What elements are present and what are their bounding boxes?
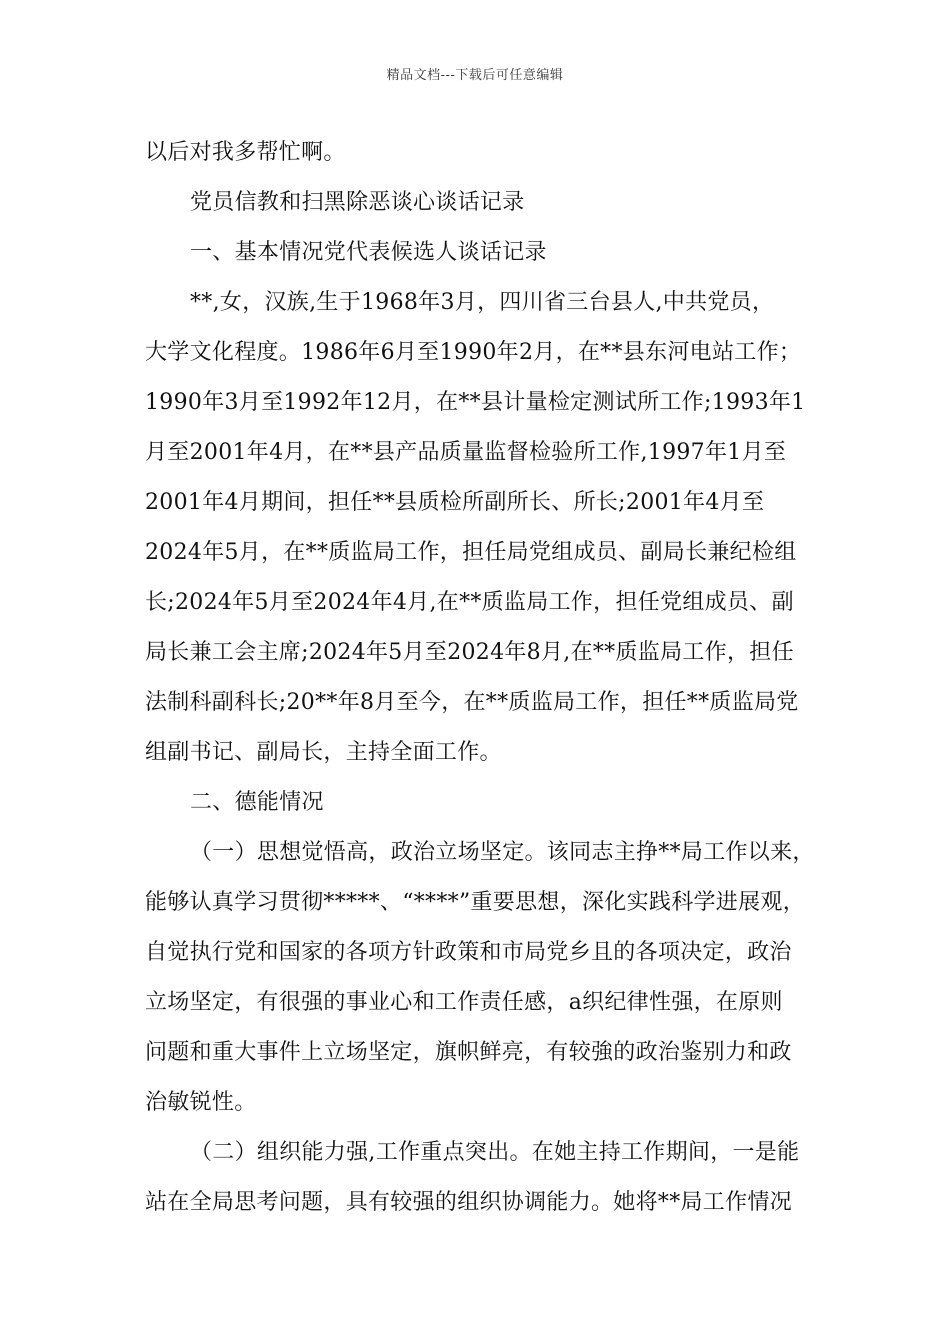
- text-line: 治敏锐性。: [145, 1090, 257, 1115]
- page-header: 精品文档---下载后可任意编辑: [386, 68, 564, 83]
- text-line: 组副书记、副局长，主持全面工作。: [145, 740, 502, 765]
- section-heading: 一、基本情况党代表候选人谈话记录: [190, 240, 547, 265]
- text-line: 法制科副科长;20**年8月至今，在**质监局工作，担任**质监局党: [145, 690, 799, 715]
- text-line: 问题和重大事件上立场坚定，旗帜鲜亮，有较強的政治鉴别力和政: [145, 1040, 792, 1065]
- text-line: 站在全局思考问题，具有较强的组织协调能力。她将**局工作情况: [145, 1190, 793, 1215]
- text-line: 以后对我多帮忙啊。: [145, 140, 346, 165]
- text-line: 2001年4月期间，担任**县质检所副所长、所长;2001年4月至: [145, 490, 765, 515]
- text-line: 2024年5月，在**质监局工作，担任局党组成员、副局长兼纪检组: [145, 540, 797, 565]
- section-heading: 党员信教和扫黑除恶谈心谈话记录: [190, 190, 525, 215]
- text-line: （二）组织能力强,工作重点突出。在她主持工作期间，一是能: [190, 1140, 800, 1165]
- text-line: （一）思想觉悟高，政治立场坚定。该同志主挣**局工作以来，: [190, 840, 815, 865]
- section-heading: 二、德能情况: [190, 790, 324, 815]
- text-line: 长;2024年5月至2024年4月,在**质监局工作，担任党组成员、副: [145, 590, 794, 615]
- text-line: **,女，汉族,生于1968年3月，四川省三台县人,中共党员，: [190, 290, 775, 315]
- text-line: 自觉执行党和国家的各项方针政策和市局党乡且的各项决定，政治: [145, 940, 792, 965]
- text-line: 大学文化程度。1986年6月至1990年2月，在**县东河电站工作；: [145, 340, 802, 365]
- text-line: 立场坚定，有很强的事业心和工作责任感，a织纪律性强，在原则: [145, 990, 783, 1015]
- text-line: 能够认真学习贯彻*****、“****”重要思想，深化实践科学进展观，: [145, 890, 805, 915]
- text-line: 1990年3月至1992年12月，在**县计量检定测试所工作;1993年1: [145, 390, 806, 415]
- document-body: [145, 128, 825, 1228]
- text-line: 局长兼工会主席;2024年5月至2024年8月,在**质监局工作，担任: [145, 640, 794, 665]
- text-line: 月至2001年4月，在**县产品质量监督检验所工作,1997年1月至: [145, 440, 787, 465]
